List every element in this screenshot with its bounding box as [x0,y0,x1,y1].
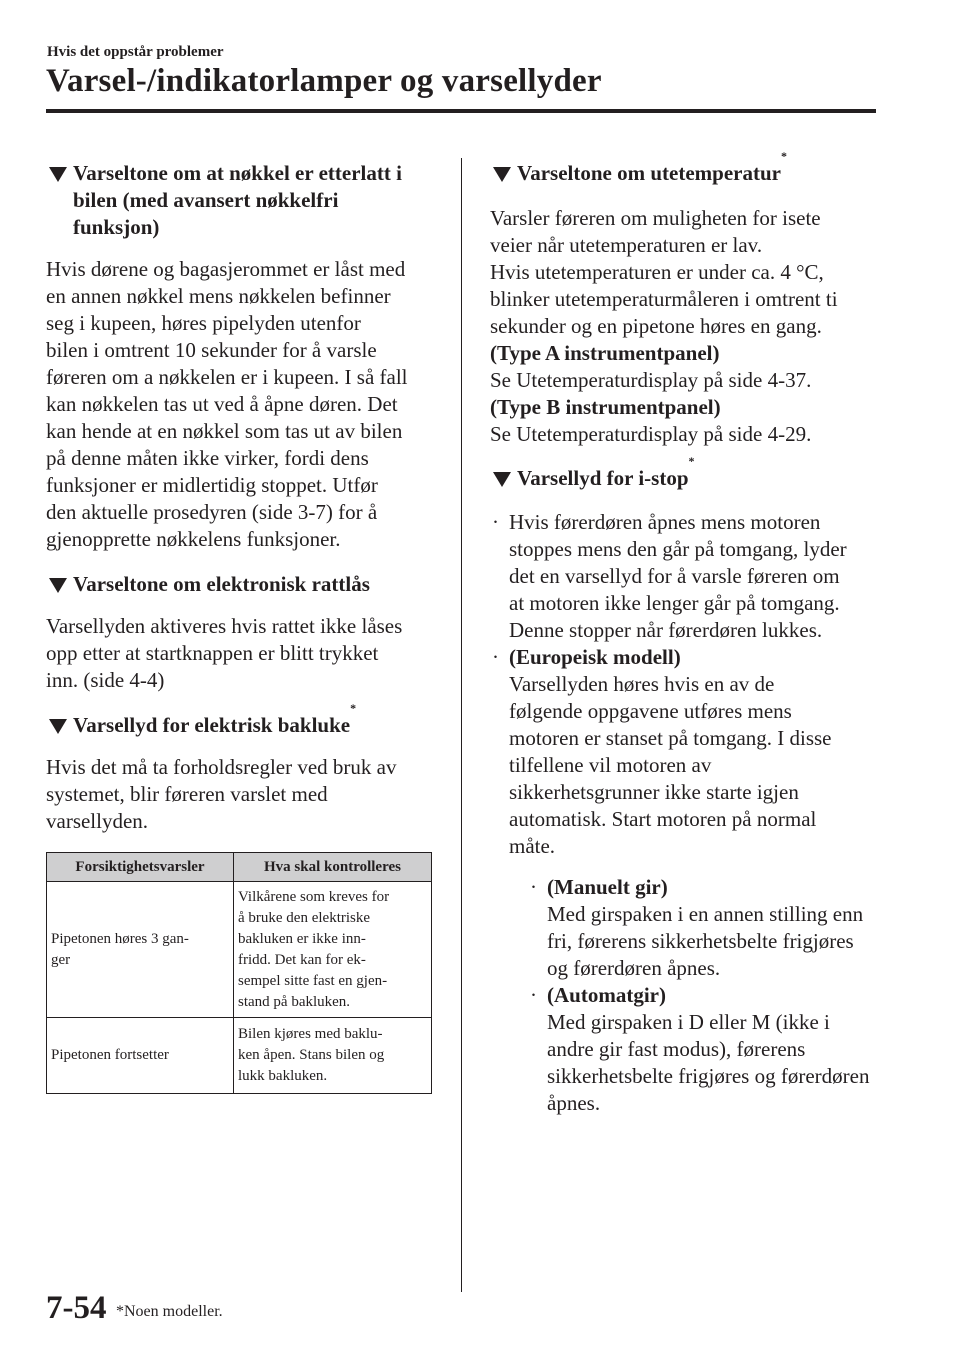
text-line: gjenopprette nøkkelens funksjoner. [46,527,341,551]
column-header: Forsiktighetsvarsler [47,853,234,882]
text-line: kan hende at en nøkkel som tas ut av bilen [46,419,403,443]
text-line: funksjoner er midlertidig stoppet. Utfør [46,473,378,497]
footnote-star: * [688,454,695,468]
text-line: opp etter at startknappen er blitt trykket [46,641,379,665]
heading-line: Varseltone om at nøkkel er etterlatt i [73,161,402,185]
right-column [490,149,882,1117]
cell-line: Bilen kjøres med baklu- [238,1026,383,1042]
text-line: varsellyden. [46,809,149,833]
text-line: veier når utetemperaturen er lav. [490,233,763,257]
paragraph-power-liftgate [46,754,434,835]
bullet-dot-icon: · [530,983,537,1007]
heading-key-left-in-car [46,160,434,241]
type-b-reference: Se Utetemperaturdisplay på side 4-29. [490,422,812,446]
table-header-row [47,853,432,882]
cell-line: Pipetonen høres 3 gan- [51,930,189,947]
list-item [490,644,882,1117]
table-cell-warning [47,882,234,1018]
paragraph-key-left-in-car [46,256,434,553]
section-label: Hvis det oppstår problemer [47,44,224,60]
text-line: sikkerhetsbelte frigjøres og førerdøren [547,1064,870,1088]
heading-outside-temperature [490,149,882,187]
triangle-bullet-icon [49,719,67,734]
cell-line: Vilkårene som kreves for [238,888,390,905]
bullet-dot-icon: · [492,645,499,669]
bullet-dot-icon: · [492,510,499,534]
bullet-dot-icon: · [530,875,537,899]
text-line: automatisk. Start motoren på normal [509,807,817,831]
text-line: Varsellyden aktiveres hvis rattet ikke låses [46,614,403,638]
list-item [490,509,882,644]
heading-text: Varsellyd for elektrisk bakluke [73,713,351,737]
heading-line: funksjon) [73,215,160,239]
text-line: Varsellyden høres hvis en av de [509,672,775,696]
column-divider [461,158,462,1292]
heading-text: Varsellyd for i-stop [517,466,689,490]
table-cell-check [234,882,432,1018]
table-cell-warning [47,1018,234,1094]
cell-line: stand på bakluken. [238,993,351,1010]
list-item [528,874,882,982]
table-row [47,1018,432,1094]
cell-line: sempel sitte fast en gjen- [238,972,388,989]
text-line: Hvis dørene og bagasjerommet er låst med [46,257,406,281]
text-line: stoppes mens den går på tomgang, lyder [509,537,847,561]
text-line: at motoren ikke lenger går på tomgang. [509,591,840,615]
heading-text: Varseltone om elektronisk rattlås [73,572,370,596]
heading-text: Varseltone om utetemperatur [517,161,781,185]
text-line: tilfellene vil motoren av [509,753,712,777]
text-line: bilen i omtrent 10 sekunder for å varsle [46,338,377,362]
text-line: Hvis førerdøren åpnes mens motoren [509,510,821,534]
heading-power-liftgate [46,701,434,739]
footnote: *Noen modeller. [116,1303,223,1320]
cell-line: å bruke den elektriske [238,909,371,926]
table-row [47,882,432,1018]
text-line: Med girspaken i en annen stilling enn [547,902,864,926]
text-line: Hvis det må ta forholdsregler ved bruk av [46,755,397,779]
sub-bullets [528,874,882,1117]
cell-line: fridd. Det kan for ek- [238,951,366,968]
triangle-bullet-icon [49,167,67,182]
heading-i-stop [490,454,882,492]
text-line: og førerdøren åpnes. [547,956,721,980]
table-cell-check [234,1018,432,1094]
text-line: seg i kupeen, høres pipelyden utenfor [46,311,361,335]
page-number: 7-54 [46,1290,107,1326]
cell-line: bakluken er ikke inn- [238,930,366,947]
text-line: kan nøkkelen tas ut ved å åpne døren. Det [46,392,398,416]
cell-line: ken åpen. Stans bilen og [238,1047,385,1063]
text-line: måte. [509,834,556,858]
list-item [528,982,882,1117]
page-title: Varsel-/indikatorlamper og varsellyder [46,63,602,99]
text-line: det en varsellyd for å varsle føreren om [509,564,840,588]
heading-line: bilen (med avansert nøkkelfri [73,188,339,212]
type-a-label: (Type A instrumentpanel) [490,341,720,365]
text-line: en annen nøkkel mens nøkkelen befinner [46,284,391,308]
text-line: føreren om a nøkkelen er i kupeen. I så fall [46,365,408,389]
type-b-label: (Type B instrumentpanel) [490,395,721,419]
text-line: åpnes. [547,1091,601,1115]
european-model-label: (Europeisk modell) [509,645,681,669]
text-line: den aktuelle prosedyren (side 3-7) for å [46,500,378,524]
i-stop-bullets [490,509,882,1117]
liftgate-warning-table [46,852,432,1094]
triangle-bullet-icon [49,578,67,593]
left-column [46,160,434,1094]
text-line: systemet, blir føreren varslet med [46,782,328,806]
text-line: Med girspaken i D eller M (ikke i [547,1010,830,1034]
cell-line: lukk bakluken. [238,1068,328,1084]
text-line: Hvis utetemperaturen er under ca. 4 °C, [490,260,824,284]
text-line: andre gir fast modus), førerens [547,1037,806,1061]
text-line: blinker utetemperaturmåleren i omtrent ti [490,287,838,311]
text-line: inn. (side 4-4) [46,668,165,692]
type-a-reference: Se Utetemperaturdisplay på side 4-37. [490,368,812,392]
text-line: sekunder og en pipetone høres en gang. [490,314,822,338]
column-header: Hva skal kontrolleres [234,853,432,882]
automatic-gear-label: (Automatgir) [547,983,666,1007]
triangle-bullet-icon [493,167,511,182]
triangle-bullet-icon [493,472,511,487]
title-rule [46,109,876,113]
text-line: Varsler føreren om muligheten for isete [490,206,821,230]
cell-line: ger [51,951,71,968]
footnote-star: * [781,149,787,163]
text-line: sikkerhetsgrunner ikke starte igjen [509,780,799,804]
cell-line: Pipetonen fortsetter [51,1047,169,1063]
text-line: Denne stopper når førerdøren lukkes. [509,618,823,642]
text-line: fri, førerens sikkerhetsbelte frigjøres [547,929,854,953]
text-line: følgende oppgavene utføres mens [509,699,792,723]
paragraph-outside-temperature [490,205,882,448]
text-line: motoren er stanset på tomgang. I disse [509,726,832,750]
footnote-star: * [350,701,357,715]
paragraph-steering-lock [46,613,434,694]
manual-gear-label: (Manuelt gir) [547,875,668,899]
text-line: på denne måten ikke virker, fordi dens [46,446,369,470]
heading-electronic-steering-lock [46,571,434,598]
